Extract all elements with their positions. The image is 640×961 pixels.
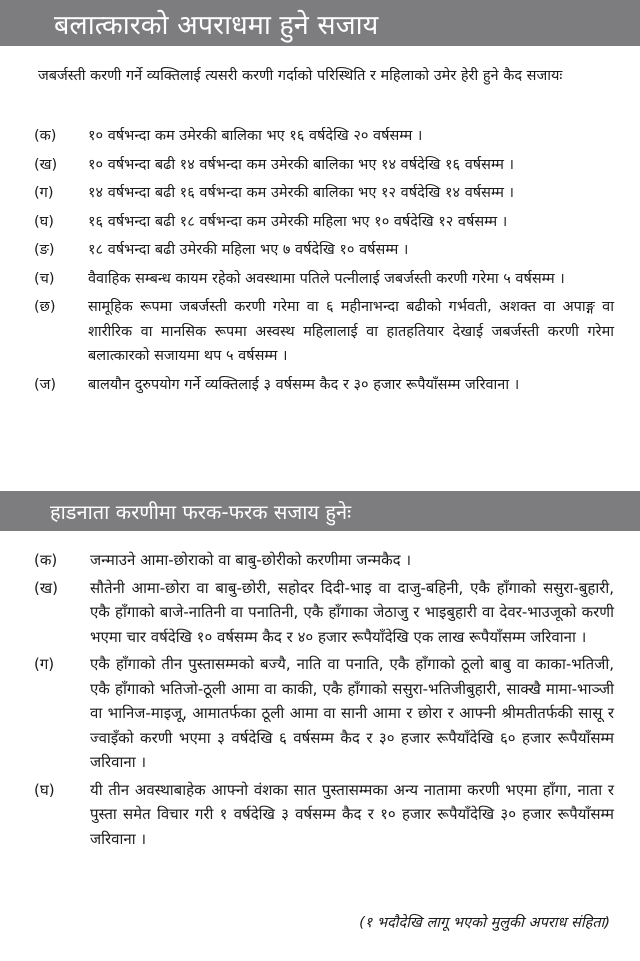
item-text: सौतेनी आमा-छोरा वा बाबु-छोरी, सहोदर दिदी-भाइ वा दाजु-बहिनी, एकै हाँगाको ससुरा-बुहारी, एकै हाँगाको बाजे-नातिनी वा पनातिनी, एकै हाँगाका जेठाजु र भाइबुहारी वा देवर-भाउजूको करणी भएमा चार वर्षदेखि १० वर्षसम्म कैद र ४० हजार रूपैयाँदेखि एक लाख रूपैयाँसम्म जरिवाना । — [90, 578, 614, 646]
item-text: सामूहिक रूपमा जबर्जस्ती करणी गरेमा वा ६ महीनाभन्दा बढीको गर्भवती, अशक्त वा अपाङ्ग वा शारीरिक वा मानसिक रूपमा अस्वस्थ महिलालाई वा हातहतियार देखाई जबर्जस्ती करणी गरेमा बलात्कारको सजायमा थप ५ वर्षसम्म । — [88, 299, 614, 364]
list-item — [34, 267, 614, 292]
item-marker: (ङ) — [34, 242, 55, 258]
item-text: एकै हाँगाको तीन पुस्तासम्मको बज्यै, नाति वा पनाति, एकै हाँगाको ठूलो बाबु वा काका-भतिजी, एकै हाँगाको भतिजो-ठूली आमा वा काकी, एकै हाँगाको ससुरा-भतिजीबुहारी, साक्खै मामा-भाञ्जी वा भानिज-माइजू, आमातर्फका ठूली आमा वा सानी आमा र छोरा र आफ्नी श्रीमतीतर्फकी सासू र ज्वाइँको करणी भएमा ३ वर्षदेखि ६ वर्षसम्म कैद र ३० हजार रूपैयाँदेखि ६० हजार रूपैयाँसम्म जरिवाना । — [90, 655, 614, 771]
list-item — [34, 295, 614, 369]
section-1-title-band — [0, 0, 640, 46]
list-item — [34, 153, 614, 178]
section-2-list — [34, 548, 614, 854]
list-item — [34, 652, 614, 775]
section-1-title: बलात्कारको अपराधमा हुने सजाय — [54, 9, 379, 41]
list-item — [34, 548, 614, 573]
item-text: बालयौन दुरुपयोग गर्ने व्यक्तिलाई ३ वर्षसम्म कैद र ३० हजार रूपैयाँसम्म जरिवाना । — [88, 376, 520, 393]
list-item — [34, 373, 614, 398]
item-marker: (घ) — [34, 780, 55, 799]
item-marker: (ख) — [34, 578, 58, 597]
section-2-title-band — [0, 491, 640, 531]
item-text: जन्माउने आमा-छोराको वा बाबु-छोरीको करणीमा जन्मकैद । — [90, 551, 412, 569]
item-marker: (घ) — [34, 213, 54, 230]
list-item — [34, 238, 614, 263]
item-marker: (छ) — [34, 299, 56, 315]
item-marker: (ग) — [34, 185, 54, 201]
section-1-list — [34, 124, 614, 401]
list-item — [34, 778, 614, 852]
item-marker: (च) — [34, 270, 55, 287]
item-text: १४ वर्षभन्दा बढी १६ वर्षभन्दा कम उमेरकी बालिका भए १२ वर्षदेखि १४ वर्षसम्म । — [88, 185, 515, 201]
item-text: यी तीन अवस्थाबाहेक आफ्नो वंशका सात पुस्तासम्मका अन्य नातामा करणी भएमा हाँगा, नाता र पुस्ता समेत विचार गरी १ वर्षदेखि ३ वर्षसम्म कैद र १० हजार रूपैयाँदेखि ३० हजार रूपैयाँसम्म जरिवाना । — [90, 780, 614, 848]
item-text: १० वर्षभन्दा बढी १४ वर्षभन्दा कम उमेरकी बालिका भए १४ वर्षदेखि १६ वर्षसम्म । — [88, 156, 515, 173]
item-marker: (ख) — [34, 156, 58, 173]
item-text: वैवाहिक सम्बन्ध कायम रहेको अवस्थामा पतिले पत्नीलाई जबर्जस्ती करणी गरेमा ५ वर्षसम्म । — [88, 270, 565, 287]
list-item — [34, 124, 614, 149]
item-marker: (क) — [34, 551, 58, 569]
section-2-title: हाडनाता करणीमा फरक-फरक सजाय हुनेः — [50, 499, 352, 524]
item-text: १८ वर्षभन्दा बढी उमेरकी महिला भए ७ वर्षदेखि १० वर्षसम्म । — [88, 242, 409, 258]
item-text: १० वर्षभन्दा कम उमेरकी बालिका भए १६ वर्षदेखि २० वर्षसम्म । — [88, 128, 423, 144]
item-marker: (ग) — [34, 655, 55, 673]
source-citation: (१ भदौदेखि लागू भएको मुलुकी अपराध संहिता) — [359, 915, 610, 931]
list-item — [34, 181, 614, 206]
list-item — [34, 576, 614, 650]
item-marker: (क) — [34, 128, 57, 144]
list-item — [34, 210, 614, 235]
section-1-intro: जबर्जस्ती करणी गर्ने व्यक्तिलाई त्यसरी करणी गर्दाको परिस्थिति र महिलाको उमेर हेरी हुने कैद सजायः — [38, 68, 563, 84]
item-text: १६ वर्षभन्दा बढी १८ वर्षभन्दा कम उमेरकी महिला भए १० वर्षदेखि १२ वर्षसम्म । — [88, 213, 508, 230]
item-marker: (ज) — [34, 376, 57, 393]
